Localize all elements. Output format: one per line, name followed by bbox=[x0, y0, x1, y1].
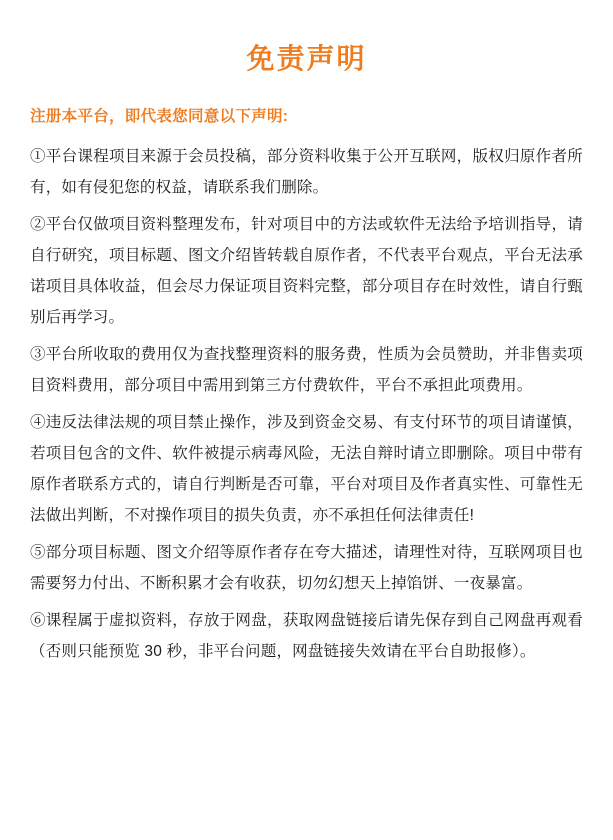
clause-5: ⑤部分项目标题、图文介绍等原作者存在夸大描述，请理性对待，互联网项目也需要努力付出、不断积累才会有收获，切勿幻想天上掉馅饼、一夜暴富。 bbox=[30, 544, 583, 593]
consent-lead-text: 注册本平台，即代表您同意以下声明: bbox=[30, 107, 289, 125]
clause-6: ⑥课程属于虚拟资料，存放于网盘，获取网盘链接后请先保存到自己网盘再观看（否则只能预览 30 秒，非平台问题，网盘链接失效请在平台自助报修）。 bbox=[30, 612, 583, 661]
clause-3: ③平台所收取的费用仅为查找整理资料的服务费，性质为会员赞助，并非售卖项目资料费用，部分项目中需用到第三方付费软件，平台不承担此项费用。 bbox=[30, 346, 583, 395]
clause-2: ②平台仅做项目资料整理发布，针对项目中的方法或软件无法给予培训指导，请自行研究，项目标题、图文介绍皆转载自原作者，不代表平台观点，平台无法承诺项目具体收益，但会尽力保证项目资料完整，部分项目存在时效性，请自行甄别后再学习。 bbox=[30, 216, 583, 327]
page-title: 免责声明 bbox=[246, 43, 367, 74]
clause-1: ①平台课程项目来源于会员投稿，部分资料收集于公开互联网，版权归原作者所有，如有侵犯您的权益，请联系我们删除。 bbox=[30, 148, 583, 197]
clause-4: ④违反法律法规的项目禁止操作，涉及到资金交易、有支付环节的项目请谨慎，若项目包含的文件、软件被提示病毒风险，无法自辩时请立即删除。项目中带有原作者联系方式的，请自行判断是否可靠，平台对项目及作者真实性、可靠性无法做出判断，不对操作项目的损失负责，亦不承担任何法律责任! bbox=[30, 414, 583, 525]
